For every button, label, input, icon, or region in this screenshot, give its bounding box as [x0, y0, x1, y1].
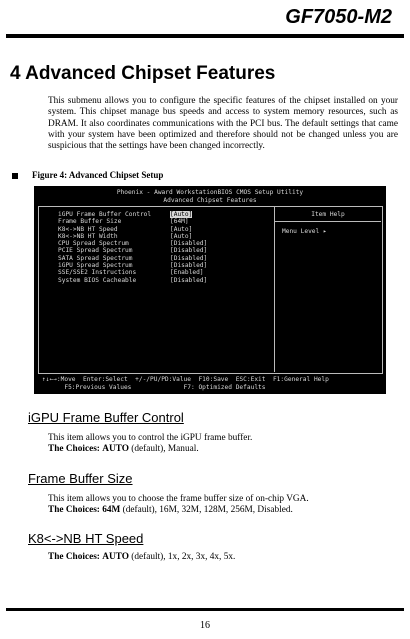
bios-item-label: K8<->NB HT Speed	[58, 225, 118, 233]
bios-item-label: K8<->NB HT Width	[58, 232, 118, 240]
bios-item[interactable]	[58, 211, 207, 218]
bios-divider	[274, 206, 275, 372]
section-choices	[48, 444, 252, 455]
bios-item-value[interactable]: [Disabled]	[170, 240, 208, 248]
bullet-icon	[12, 173, 18, 179]
bios-item-label: SSE/SSE2 Instructions	[58, 269, 137, 277]
bios-subtitle: Advanced Chipset Features	[163, 197, 257, 204]
figure-caption-text: Figure 4: Advanced Chipset Setup	[32, 170, 164, 180]
bios-item[interactable]	[58, 277, 207, 284]
bios-screenshot	[34, 186, 386, 394]
bios-item-value[interactable]: [Disabled]	[170, 276, 208, 284]
bios-item[interactable]	[58, 218, 207, 225]
bios-item[interactable]	[58, 255, 207, 262]
document-header-title: GF7050-M2	[285, 6, 392, 28]
choices-default: 64M	[102, 505, 121, 516]
bios-item-list	[58, 211, 207, 284]
bios-title: Phoenix - Award WorkstationBIOS CMOS Setup Utility	[116, 189, 304, 196]
bios-item[interactable]	[58, 226, 207, 233]
bios-item-label: SATA Spread Spectrum	[58, 254, 133, 262]
bios-item[interactable]	[58, 247, 207, 254]
bios-item-label: Frame Buffer Size	[58, 218, 122, 226]
section-choices	[48, 505, 309, 516]
choices-rest: (default), Manual.	[128, 444, 199, 455]
bios-item-label: iGPU Spread Spectrum	[58, 262, 133, 270]
section-heading: iGPU Frame Buffer Control	[28, 410, 184, 425]
bios-footer-keys: ↑↓←→:Move Enter:Select +/-/PU/PD:Value F10:Save ESC:Exit F1:General Help	[42, 376, 329, 383]
section-heading: K8<->NB HT Speed	[28, 531, 144, 546]
header-rule	[6, 34, 404, 38]
bios-item[interactable]	[58, 233, 207, 240]
bios-item-value[interactable]: [Disabled]	[170, 262, 208, 270]
bios-item-label: iGPU Frame Buffer Control	[58, 211, 152, 218]
bios-item-value[interactable]: [64M]	[170, 218, 189, 226]
bios-item-label: CPU Spread Spectrum	[58, 240, 129, 248]
bios-menu-level: Menu Level ▸	[282, 228, 327, 235]
choices-rest: (default), 16M, 32M, 128M, 256M, Disabled.	[120, 505, 293, 516]
bios-footer-keys-2: F5:Previous Values F7: Optimized Defaults	[42, 384, 266, 391]
bios-item-value[interactable]: [Auto]	[170, 225, 193, 233]
bios-help-rule	[275, 221, 381, 222]
intro-paragraph: This submenu allows you to configure the specific features of the chipset installed on your system. This chipset manage bus speeds and access to system memory resources, such as DRAM. It also coordinates communications with the PCI bus. The default settings that came with your system have been optimized and therefore should not be changed unless you are suspicious that the settings have been changed incorrectly.	[48, 96, 398, 152]
choices-default: AUTO	[102, 552, 129, 562]
bios-item-value[interactable]: [Auto]	[170, 232, 193, 240]
section-heading: Frame Buffer Size	[28, 471, 133, 486]
choices-default: AUTO	[102, 444, 129, 455]
figure-caption	[12, 170, 163, 180]
choices-rest: (default), 1x, 2x, 3x, 4x, 5x.	[128, 552, 236, 562]
bios-item-value[interactable]: [Enabled]	[170, 269, 204, 277]
bios-item[interactable]	[58, 269, 207, 276]
bios-help-title: Item Help	[311, 211, 345, 218]
section-text: This item allows you to choose the frame buffer size of on-chip VGA.	[48, 494, 309, 504]
choices-label: The Choices:	[48, 505, 100, 516]
section-body	[48, 494, 309, 517]
bios-item-value[interactable]: [Disabled]	[170, 254, 208, 262]
bios-item-value[interactable]: [Disabled]	[170, 247, 208, 255]
page-number: 16	[200, 620, 210, 631]
bios-item-label: System BIOS Cacheable	[58, 276, 137, 284]
choices-label: The Choices:	[48, 444, 100, 455]
section-body	[48, 552, 235, 563]
footer-rule	[6, 608, 404, 611]
bios-item-value[interactable]: [Auto]	[170, 211, 193, 218]
choices-label: The Choices:	[48, 552, 100, 562]
bios-item[interactable]	[58, 240, 207, 247]
section-text: This item allows you to control the iGPU frame buffer.	[48, 433, 253, 443]
bios-item[interactable]	[58, 262, 207, 269]
bios-item-label: PCIE Spread Spectrum	[58, 247, 133, 255]
section-body	[48, 433, 252, 456]
chapter-title: 4 Advanced Chipset Features	[10, 63, 276, 84]
section-choices	[48, 552, 235, 563]
